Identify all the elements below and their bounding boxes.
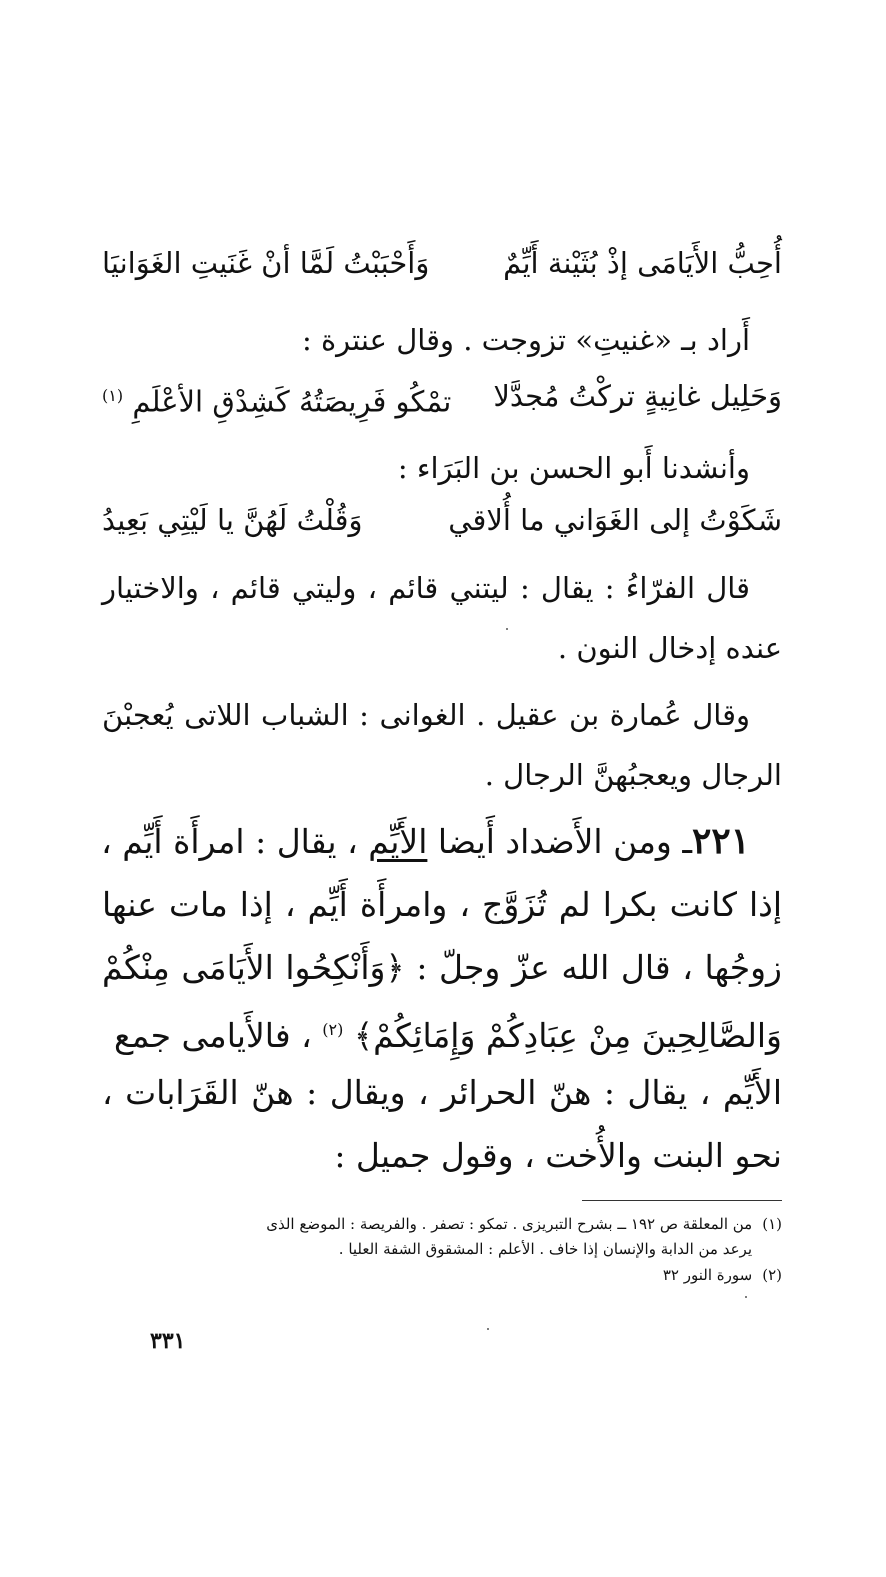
paragraph-line-12: زوجُها ، قال الله عزّ وجلّ : ﴿وَأَنْكِحُوا الأَيَامَى مِنْكُمْ	[102, 948, 782, 987]
footnote-ref-2: (٢)	[322, 1020, 344, 1039]
paragraph-line-6: قال الفرّاءُ : يقال : ليتني قائم ، وليتي قائم ، والاختيار	[102, 571, 750, 605]
quran-quote-end: وَالصَّالِحِينَ مِنْ عِبَادِكُمْ وَإِمَائِكُمْ﴾	[353, 1016, 782, 1055]
verse-line-3	[102, 500, 782, 540]
entry-keyword: الأَيِّم	[368, 822, 428, 861]
paragraph-line-2: أَراد بـ «غنيتِ» تزوجت . وقال عنترة :	[302, 323, 750, 357]
scan-speck	[506, 628, 508, 630]
footnote-1-number: (١)	[762, 1215, 782, 1233]
entry-221-heading-line	[102, 818, 750, 865]
line-13-rest: ، فالأَيامى جمع	[114, 1016, 312, 1055]
paragraph-line-11: إذا كانت بكرا لم تُزَوَّج ، وامرأَة أَيِّم ، إذا مات عنها	[102, 885, 782, 924]
paragraph-line-4: وأنشدنا أَبو الحسن بن البَرَاء :	[397, 451, 750, 485]
entry-intro: ـ ومن الأَضداد أَيضا	[437, 822, 692, 861]
scan-speck	[745, 1296, 747, 1298]
verse-line-1	[102, 243, 782, 283]
verse-2-left-hemistich: تمْكُو فَرِيصَتُهُ كَشِدْقِ الأعْلَمِ	[132, 384, 452, 419]
footnote-1	[102, 1212, 782, 1236]
footnote-2	[102, 1263, 782, 1287]
footnote-2-number: (٢)	[762, 1266, 782, 1284]
footnote-separator	[582, 1200, 782, 1201]
entry-intro-rest: ، يقال : امرأَة أَيِّم ،	[101, 822, 358, 861]
verse-1-left-hemistich: وَأَحْبَبْتُ لَمَّا أنْ غَنَيتِ الغَوَانيَا	[102, 246, 430, 280]
paragraph-line-15: نحو البنت والأُخت ، وقول جميل :	[334, 1136, 782, 1175]
verse-line-2	[102, 376, 782, 422]
paragraph-line-14: الأَيِّم ، يقال : هنّ الحرائر ، ويقال : هنّ القَرَابات ،	[102, 1073, 782, 1112]
paragraph-line-13	[102, 1007, 782, 1059]
verse-2-right-hemistich: وَحَلِيل غانِيةٍ تركْتُ مُجدَّلا	[493, 379, 782, 413]
footnote-1-text: من المعلقة ص ١٩٢ ــ بشرح التبريزى . تمكو : تصفر . والفريصة : الموضع الذى	[266, 1215, 753, 1233]
verse-3-right-hemistich: شَكَوْتُ إلى الغَوَاني ما أُلاقي	[448, 503, 782, 537]
verse-3-left-hemistich: وَقُلْتُ لَهُنَّ يا لَيْتِي بَعِيدُ	[102, 503, 363, 537]
paragraph-line-7: عنده إدخال النون .	[557, 631, 782, 665]
entry-number: ٢٢١	[691, 820, 750, 862]
footnote-ref-1: (١)	[102, 386, 124, 405]
verse-1-right-hemistich: أُحِبُّ الأَيَامَى إذْ بُثَيْنة أَيِّمٌ	[503, 246, 782, 280]
footnote-1-continuation: يرعد من الدابة والإنسان إذا خاف . الأعلم : المشقوق الشفة العليا .	[338, 1240, 752, 1258]
footnote-2-text: سورة النور ٣٢	[662, 1266, 753, 1284]
page-number: ٣٣١	[150, 1328, 186, 1354]
verse-2-left-group	[102, 376, 451, 422]
paragraph-line-8: وقال عُمارة بن عقيل . الغوانى : الشباب اللاتى يُعجبْنَ	[102, 698, 750, 732]
paragraph-line-9: الرجال ويعجبُهنَّ الرجال .	[484, 758, 782, 792]
scan-speck	[487, 1328, 489, 1330]
